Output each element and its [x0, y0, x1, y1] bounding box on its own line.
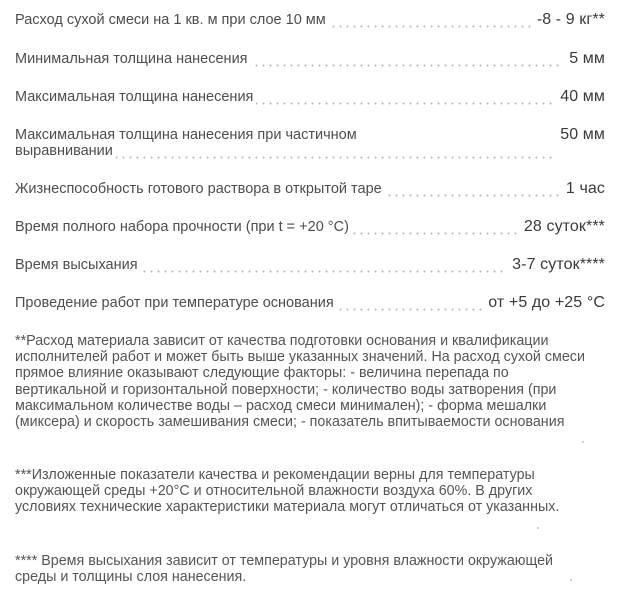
spec-label: Время полного набора прочности (при t = +20 °C) — [15, 219, 518, 235]
spec-value: 1 час — [565, 180, 605, 197]
spec-value: 5 мм — [569, 50, 605, 67]
spec-label: Время высыхания — [15, 257, 506, 273]
spec-label: Максимальная толщина нанесения при частичном выравнивании — [15, 127, 554, 159]
spec-value: 40 мм — [560, 88, 605, 105]
spec-label: Проведение работ при температуре основания — [15, 295, 482, 311]
spec-row-max-thickness-partial — [15, 127, 605, 159]
spec-label: Минимальная толщина нанесения — [15, 51, 563, 67]
spec-value: от +5 до +25 °C — [488, 294, 605, 311]
dot-separator — [537, 527, 539, 529]
footnote-drying: **** Время высыхания зависит от температуры и уровня влажности окружающей среды и толщины слоя нанесения. — [15, 553, 554, 586]
spec-row-full-strength — [15, 219, 605, 235]
spec-label: Расход сухой смеси на 1 кв. м при слое 10 мм — [15, 12, 531, 28]
spec-row-consumption — [15, 12, 605, 28]
spec-row-drying-time — [15, 257, 605, 273]
footnote-conditions: ***Изложенные показатели качества и рекомендации верны для температуры окружающей среды +20°С и относительной влажности воздуха 60%. В других условиях технические характеристики материала могут отличаться от указанных. — [15, 467, 560, 516]
spec-row-pot-life — [15, 181, 605, 197]
spec-value: 3-7 суток**** — [512, 256, 605, 273]
spec-label: Жизнеспособность готового раствора в открытой таре — [15, 181, 560, 197]
spec-value: -8 - 9 кг** — [536, 11, 605, 28]
spec-label: Максимальная толщина нанесения — [15, 89, 554, 105]
spec-value: 50 мм — [560, 126, 605, 143]
spec-row-min-thickness — [15, 51, 605, 67]
dot-separator — [570, 579, 572, 581]
spec-row-max-thickness — [15, 89, 605, 105]
spec-row-work-temperature — [15, 295, 605, 311]
dot-separator — [582, 441, 584, 443]
footnote-consumption: **Расход материала зависит от качества подготовки основания и квалификации исполнителей работ и может быть выше указанных значений. На расход сухой смеси прямое влияние оказывают следующие факторы: - величина перепада по вертикальной и горизонтальной поверхности; - количество воды затворения (при максимальном количестве воды – расход смеси минимален); - форма мешалки (миксера) и скорость замешивания смеси; - показатель впитываемости основания — [15, 333, 585, 431]
spec-value: 28 суток*** — [523, 218, 605, 235]
